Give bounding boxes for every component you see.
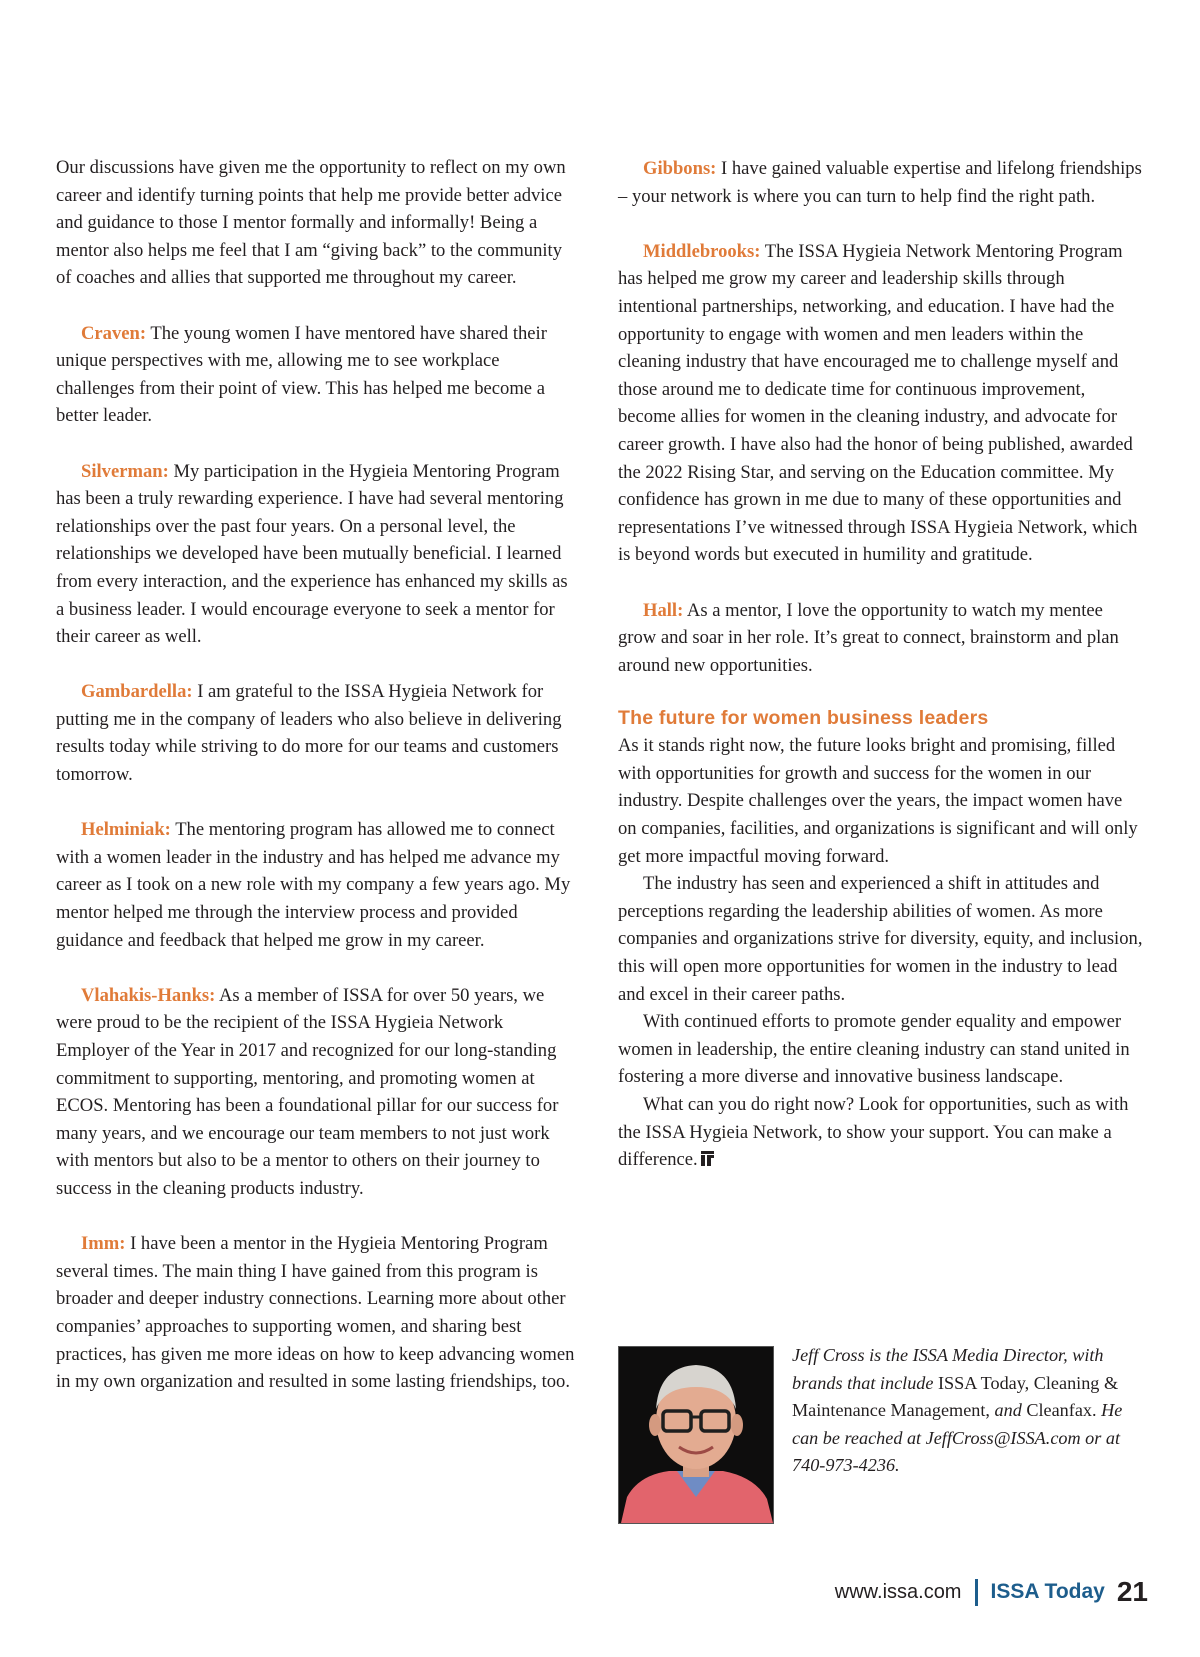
publication-names: ISSA Today, Cleaning & Maintenance Management,: [792, 1372, 1119, 1421]
speaker-name: Gambardella:: [81, 681, 193, 703]
author-box: [618, 1346, 1144, 1524]
quote-vlahakis-hanks: [56, 982, 580, 1203]
quote-text: I have gained valuable expertise and lifelong friendships – your network is where you can turn to help find the right path.: [618, 158, 1142, 207]
closing-paragraph: [618, 1091, 1144, 1174]
speaker-name: Hall:: [643, 599, 684, 621]
quote-gibbons: [618, 155, 1144, 210]
quote-text: As a member of ISSA for over 50 years, we were proud to be the recipient of the ISSA Hygieia Network Employer of the Year in 2017 and recognized for our long-standing commitment to supporting, mentoring, and promoting women at ECOS. Mentoring has been a foundational pillar for our success for many years, and we encourage our team members to not just work with mentors but also to be a mentor to others on their journey to success in the cleaning products industry.: [56, 984, 559, 1199]
left-column: [56, 154, 580, 1396]
quote-text: I am grateful to the ISSA Hygieia Network for putting me in the company of leaders who also believe in delivering results today while striving to do more for our teams and customers tomorrow.: [56, 681, 562, 786]
body-paragraph: As it stands right now, the future looks bright and promising, filled with opportunities for growth and success for the women in our industry. Despite challenges over the years, the impact women have on companies, facilities, and organizations is significant and will only get more impactful moving forward.: [618, 735, 1138, 867]
bio-contact: He can be reached at JeffCross@ISSA.com or at 740-973-4236.: [792, 1400, 1123, 1476]
quote-text: As a mentor, I love the opportunity to watch my mentee grow and soar in her role. It’s great to connect, brainstorm and plan around new opportunities.: [618, 599, 1119, 676]
speaker-name: Craven:: [81, 322, 147, 344]
quote-craven: [56, 320, 580, 430]
speaker-name: Imm:: [81, 1233, 126, 1255]
speaker-name: Helminiak:: [81, 819, 171, 841]
quote-text: I have been a mentor in the Hygieia Mentoring Program several times. The main thing I have gained from this program is broader and deeper industry connections. Learning more about other companies’ approaches to supporting women, and sharing best practices, has given me more ideas on how to keep advancing women in my own organization and resulted in some lasting friendships, too.: [56, 1233, 575, 1393]
body-paragraph: With continued efforts to promote gender equality and empower women in leadership, the entire cleaning industry can stand united in fostering a more diverse and innovative business landscape.: [618, 1011, 1130, 1088]
bio-text: Jeff Cross is the ISSA Media Director, with brands that include: [792, 1345, 1104, 1393]
quote-helminiak: [56, 816, 580, 954]
publication-name: Cleanfax.: [1026, 1400, 1097, 1421]
page-footer: [835, 1572, 1148, 1612]
quote-text: The mentoring program has allowed me to connect with a women leader in the industry and has helped me advance my career as I took on a new role with my company a few years ago. My mentor helped me through the interview process and provided guidance and feedback that helped me grow in my career.: [56, 819, 571, 951]
page-number: 21: [1116, 1576, 1148, 1607]
closing-text: What can you do right now? Look for opportunities, such as with the ISSA Hygieia Network, to show your support. You can make a difference.: [618, 1094, 1129, 1171]
section-subheading: The future for women business leaders: [618, 707, 989, 730]
speaker-name: Silverman:: [81, 460, 169, 482]
quote-imm: [56, 1230, 580, 1396]
quote-silverman: [56, 458, 580, 651]
footer-brand: ISSA Today: [990, 1580, 1105, 1603]
intro-paragraph: Our discussions have given me the opportunity to reflect on my own career and identify turning points that help me provide better advice and guidance to those I mentor formally and informally! Being a mentor also helps me feel that I am “giving back” to the community of coaches and allies that supported me throughout my career.: [56, 157, 566, 289]
bio-text: and: [989, 1400, 1027, 1421]
speaker-name: Vlahakis-Hanks:: [81, 984, 216, 1006]
body-paragraph: The industry has seen and experienced a shift in attitudes and perceptions regarding the leadership abilities of women. As more companies and organizations strive for diversity, equity, and inclusion, this will open more opportunities for women in the industry to lead and excel in their career paths.: [618, 873, 1143, 1005]
right-column: [618, 155, 1144, 1174]
footer-divider: [975, 1579, 978, 1606]
author-bio: [792, 1342, 1144, 1480]
quote-middlebrooks: [618, 238, 1144, 569]
quote-hall: [618, 597, 1144, 680]
quote-text: The ISSA Hygieia Network Mentoring Program has helped me grow my career and leadership skills through intentional partnerships, networking, and education. I have had the opportunity to engage with women and men leaders within the cleaning industry that have encouraged me to challenge myself and those around me to dedicate time for continuous improvement, become allies for women in the cleaning industry, and advocate for career growth. I have also had the honor of being published, awarded the 2022 Rising Star, and serving on the Education committee. My confidence has grown in me due to many of these opportunities and representations I’ve witnessed through ISSA Hygieia Network, which is beyond words but executed in humility and gratitude.: [618, 240, 1138, 566]
author-photo: [618, 1346, 774, 1524]
issa-today-endmark-icon: [701, 1151, 714, 1166]
quote-text: The young women I have mentored have shared their unique perspectives with me, allowing me to see workplace challenges from their point of view. This has helped me become a better leader.: [56, 322, 547, 427]
quote-text: My participation in the Hygieia Mentoring Program has been a truly rewarding experience. I have had several mentoring relationships over the past four years. On a personal level, the relationships we developed have been mutually beneficial. I learned from every interaction, and the experience has enhanced my skills as a business leader. I would encourage everyone to seek a mentor for their career as well.: [56, 460, 568, 648]
footer-url[interactable]: www.issa.com: [834, 1580, 962, 1603]
quote-gambardella: [56, 678, 580, 788]
speaker-name: Gibbons:: [643, 158, 717, 179]
speaker-name: Middlebrooks:: [643, 240, 761, 262]
